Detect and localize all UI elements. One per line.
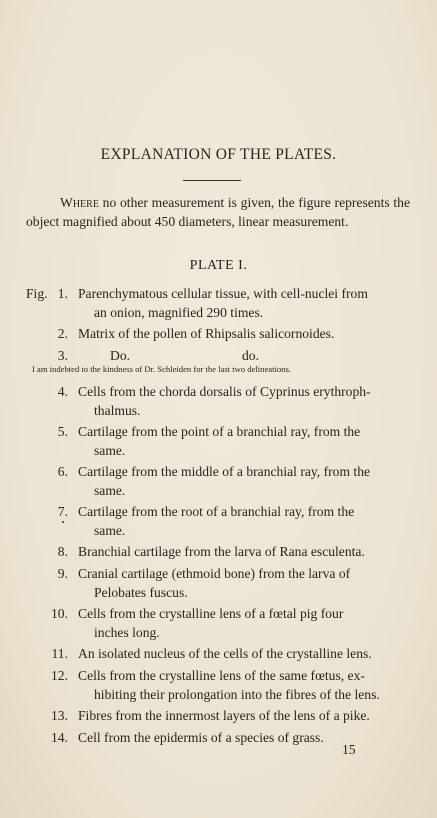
- intro-paragraph: [26, 193, 410, 231]
- fig-text-first: Cartilage from the root of a branchial ray, from the: [78, 504, 355, 519]
- fig-text-rest: same.: [94, 523, 126, 538]
- fig-text-first: Cells from the crystalline lens of a fœtal pig four: [78, 606, 344, 621]
- fig-label: Fig.: [26, 286, 48, 301]
- figure-entry-5: [26, 422, 410, 460]
- fig-number: 14.: [51, 730, 68, 745]
- fig-text-first: An isolated nucleus of the cells of the crystalline lens.: [78, 646, 372, 661]
- figure-entry-6: [26, 462, 410, 500]
- footnote: I am indebted to the kindness of Dr. Schleiden for the last two delineations.: [32, 364, 291, 374]
- figure-entry-12: [26, 666, 410, 704]
- print-speck: [62, 521, 64, 523]
- fig-text-first: Cells from the chorda dorsalis of Cyprinus erythroph-: [78, 384, 371, 399]
- figure-entry-1: [26, 284, 410, 322]
- fig-number: 2.: [57, 326, 68, 341]
- figure-entry-11: [26, 644, 410, 663]
- fig-number: 10.: [51, 606, 68, 621]
- fig-number: 1.: [57, 286, 68, 301]
- page-title: EXPLANATION OF THE PLATES.: [100, 146, 337, 163]
- fig-number: 6.: [57, 464, 68, 479]
- intro-text: no other measurement is given, the figure represents the object magnified about 450 diameters, linear measurement.: [26, 195, 410, 229]
- fig-text-first: Matrix of the pollen of Rhipsalis salicornoides.: [78, 326, 335, 341]
- fig-number: 5.: [57, 424, 68, 439]
- page-number: 15: [342, 742, 356, 757]
- fig-text-first: Cartilage from the point of a branchial ray, from the: [78, 424, 361, 439]
- fig-text-second: do.: [242, 348, 259, 363]
- fig-text-first: Do.: [110, 348, 131, 363]
- fig-text-first: Branchial cartilage from the larva of Rana esculenta.: [78, 544, 365, 559]
- fig-text-rest: Pelobates fuscus.: [94, 585, 188, 600]
- fig-text-rest: same.: [94, 443, 126, 458]
- fig-text-rest: same.: [94, 483, 126, 498]
- intro-lead: Where: [60, 195, 99, 210]
- fig-text-first: Cranial cartilage (ethmoid bone) from the larva of: [78, 566, 351, 581]
- figure-entry-13: [26, 706, 410, 725]
- figure-entry-7: [26, 502, 410, 540]
- fig-number: 4.: [57, 384, 68, 399]
- figure-entry-3: [26, 346, 410, 365]
- fig-number: 9.: [57, 566, 68, 581]
- fig-text-first: Fibres from the innermost layers of the lens of a pike.: [78, 708, 370, 723]
- fig-text-first: Cartilage from the middle of a branchial ray, from the: [78, 464, 371, 479]
- fig-number: 7.: [57, 504, 68, 519]
- fig-number: 12.: [51, 668, 68, 683]
- title-rule: [183, 180, 241, 181]
- figure-entry-9: [26, 564, 410, 602]
- figure-entry-4: [26, 382, 410, 420]
- fig-number: 11.: [51, 646, 68, 661]
- fig-text-first: Cells from the crystalline lens of the same fœtus, ex-: [78, 668, 365, 683]
- figure-entry-8: [26, 542, 410, 561]
- fig-text-first: Parenchymatous cellular tissue, with cell-nuclei from: [78, 286, 368, 301]
- figure-entry-10: [26, 604, 410, 642]
- plate-heading: PLATE I.: [189, 258, 248, 273]
- fig-text-rest: inches long.: [94, 625, 160, 640]
- figure-entry-2: [26, 324, 410, 343]
- fig-text-rest: an onion, magnified 290 times.: [94, 305, 264, 320]
- fig-number: 8.: [57, 544, 68, 559]
- fig-text-first: Cell from the epidermis of a species of grass.: [78, 730, 324, 745]
- fig-text-rest: thalmus.: [94, 403, 141, 418]
- fig-number: 13.: [51, 708, 68, 723]
- fig-text-rest: hibiting their prolongation into the fibres of the lens.: [94, 687, 380, 702]
- fig-number: 3.: [57, 348, 68, 363]
